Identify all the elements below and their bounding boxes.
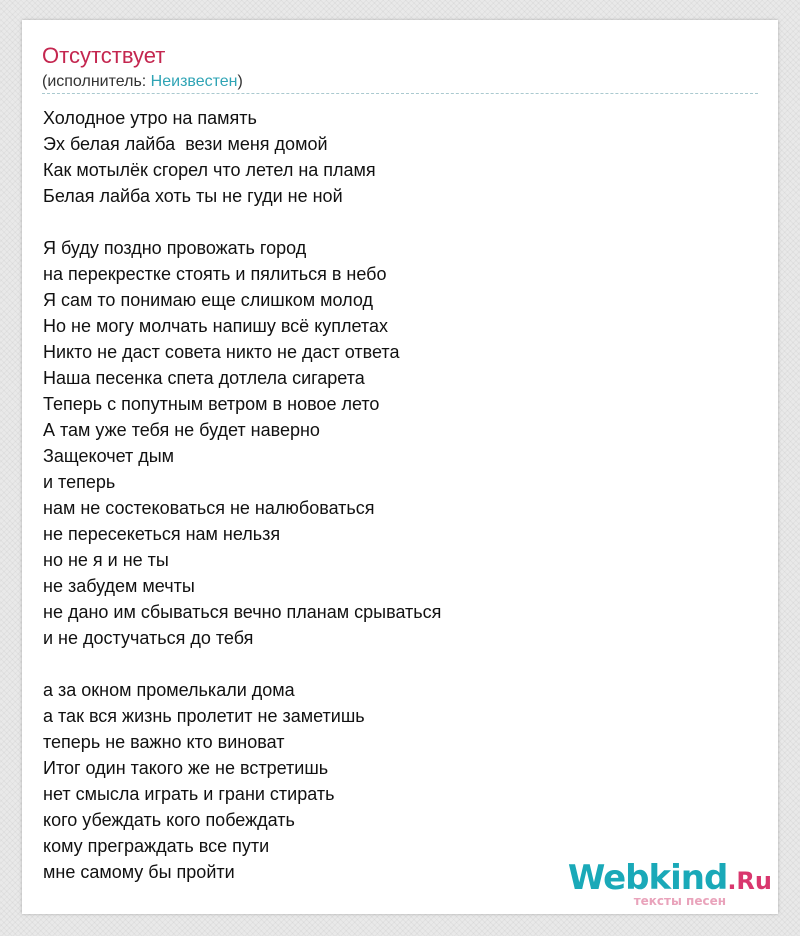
lyric-line: и теперь: [43, 472, 116, 492]
lyric-line: Я буду поздно провожать город: [43, 238, 307, 258]
lyric-line: А там уже тебя не будет наверно: [43, 420, 320, 440]
logo-suffix-text: .Ru: [727, 867, 772, 895]
song-title: Отсутствует: [42, 43, 166, 68]
lyric-line: кому преграждать все пути: [43, 836, 270, 856]
lyric-blank-line: [43, 651, 758, 677]
lyric-line: мне самому бы пройти: [43, 862, 235, 882]
lyric-line: нет смысла играть и грани стирать: [43, 784, 335, 804]
lyric-line: Защекочет дым: [43, 446, 175, 466]
lyric-line: Белая лайба хоть ты не гуди не ной: [43, 186, 343, 206]
artist-link[interactable]: Неизвестен: [150, 73, 238, 90]
lyric-line: Никто не даст совета никто не даст ответа: [43, 342, 400, 362]
artist-line: [42, 72, 243, 92]
lyric-line: не пересекеться нам нельзя: [43, 524, 281, 544]
lyric-line: Эх белая лайба вези меня домой: [43, 134, 328, 154]
lyric-line: кого убеждать кого побеждать: [43, 810, 295, 830]
logo-tagline: тексты песен: [633, 894, 726, 908]
lyric-line: Но не могу молчать напишу всё куплетах: [43, 316, 388, 336]
title-divider: [42, 93, 758, 94]
lyric-line: Итог один такого же не встретишь: [43, 758, 329, 778]
lyric-line: а так вся жизнь пролетит не заметишь: [43, 706, 365, 726]
lyric-line: не дано им сбываться вечно планам срываться: [43, 602, 442, 622]
lyric-line: Я сам то понимаю еще слишком молод: [43, 290, 373, 310]
lyric-line: на перекрестке стоять и пялиться в небо: [43, 264, 387, 284]
site-logo[interactable]: [562, 860, 772, 910]
lyric-line: и не достучаться до тебя: [43, 628, 254, 648]
lyrics-card: [22, 20, 778, 914]
logo-main-text: Webkind: [567, 858, 728, 898]
lyric-line: но не я и не ты: [43, 550, 169, 570]
lyric-line: Холодное утро на память: [43, 108, 257, 128]
lyric-line: Как мотылёк сгорел что летел на пламя: [43, 160, 376, 180]
lyric-blank-line: [43, 209, 758, 235]
lyric-line: Теперь с попутным ветром в новое лето: [43, 394, 380, 414]
lyric-line: Наша песенка спета дотлела сигарета: [43, 368, 365, 388]
lyric-line: теперь не важно кто виноват: [43, 732, 285, 752]
lyric-line: а за окном промелькали дома: [43, 680, 295, 700]
lyrics-text: [43, 105, 758, 885]
lyric-line: не забудем мечты: [43, 576, 195, 596]
lyric-line: нам не состековаться не налюбоваться: [43, 498, 375, 518]
artist-prefix: (исполнитель:: [42, 73, 151, 90]
artist-suffix: ): [237, 73, 243, 90]
